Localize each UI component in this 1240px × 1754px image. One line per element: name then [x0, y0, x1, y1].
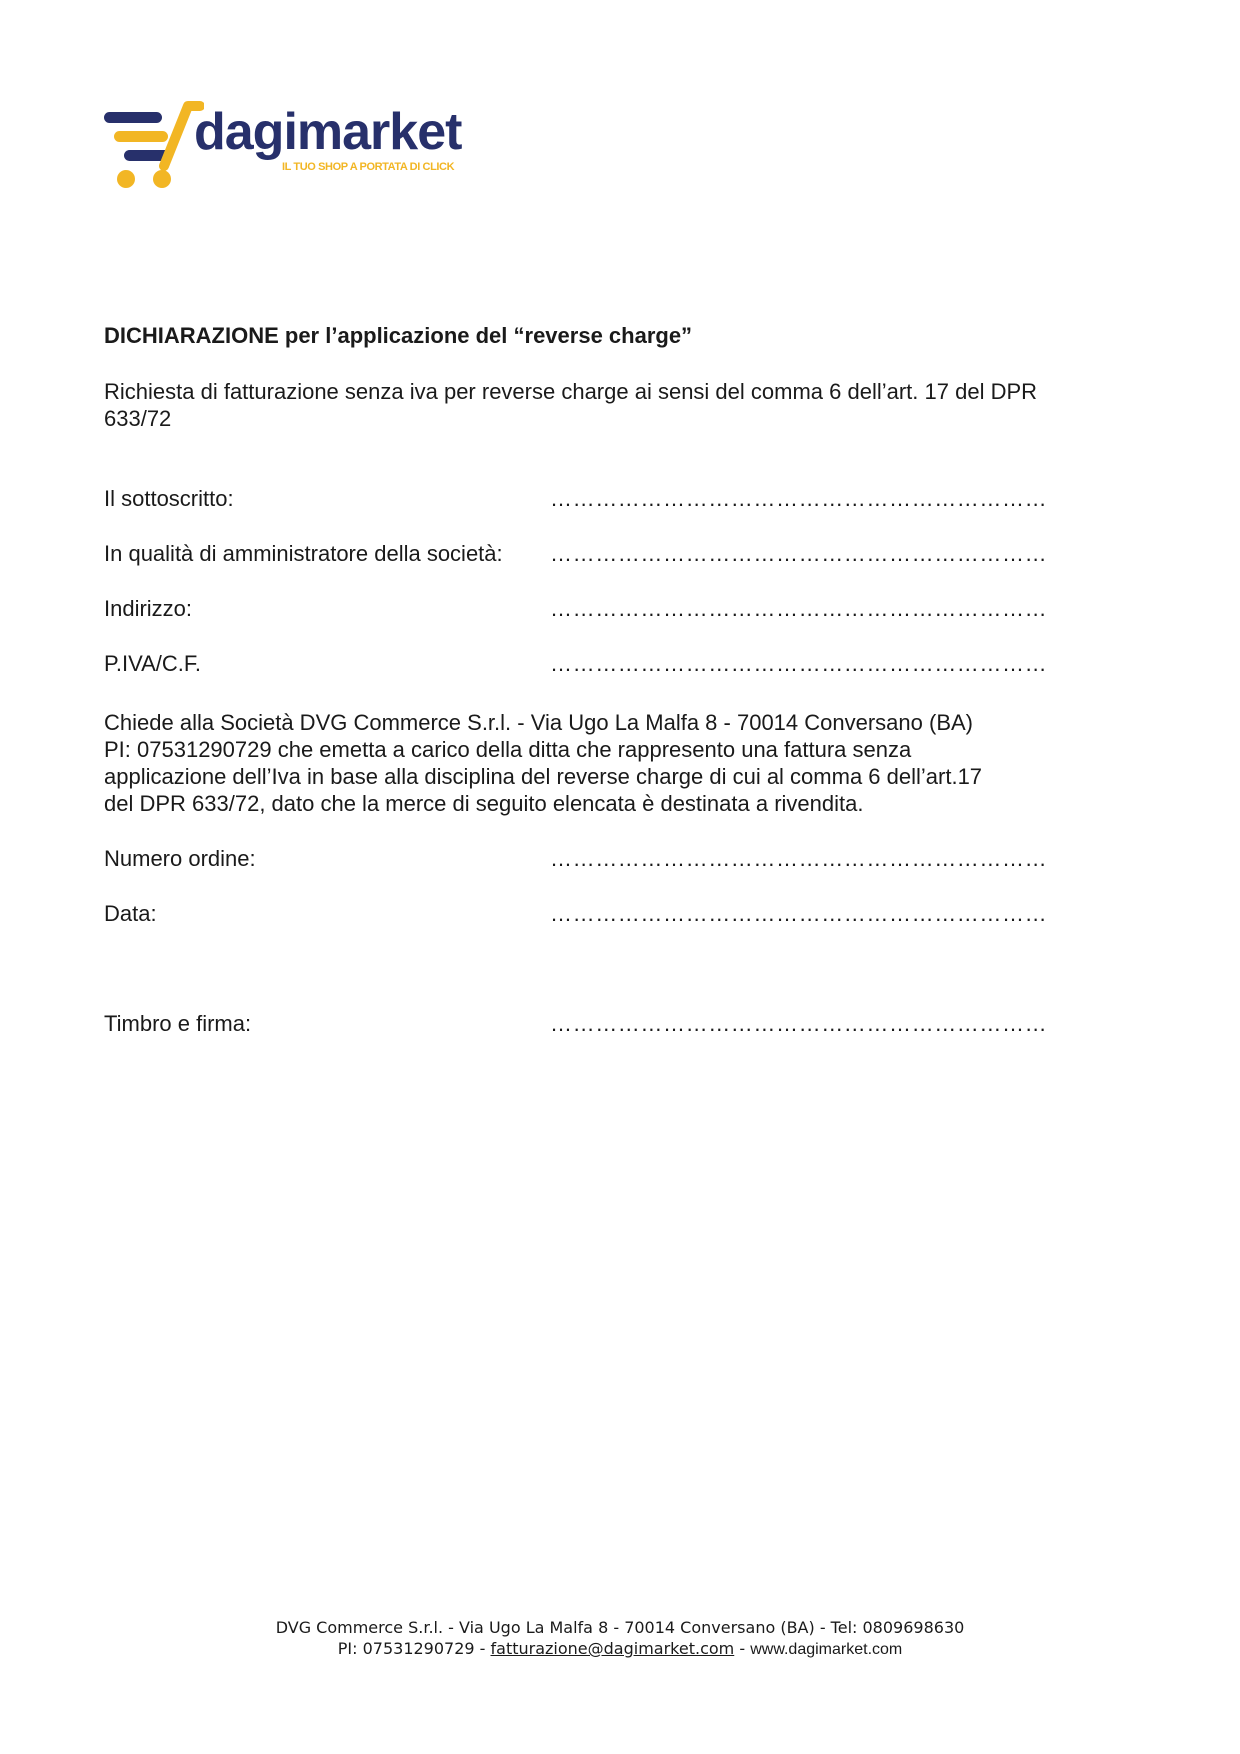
- fill-in-line[interactable]: …………………………………………………………: [550, 486, 1048, 511]
- logo-wordmark: dagimarket: [194, 103, 462, 161]
- field-label: In qualità di amministratore della società:: [104, 541, 503, 566]
- shopping-cart-icon: [104, 100, 204, 190]
- email-link[interactable]: fatturazione@dagimarket.com: [490, 1639, 735, 1658]
- signature-line[interactable]: …………………………………………………………: [550, 1011, 1048, 1036]
- website-text: www.dagimarket.com: [750, 1641, 903, 1658]
- footer-address: DVG Commerce S.r.l. - Via Ugo La Malfa 8 - 70014 Conversano (BA) - Tel: 0809698630: [275, 1618, 965, 1637]
- fill-in-line[interactable]: …………………………………………………………: [550, 846, 1048, 871]
- field-amministratore: [104, 539, 1104, 569]
- footer-contacts: [0, 1638, 1240, 1660]
- logo-tagline: IL TUO SHOP A PORTATA DI CLICK: [282, 161, 455, 173]
- paragraph-line: PI: 07531290729 che emetta a carico della ditta che rappresento una fattura senza: [104, 737, 912, 762]
- dagimarket-logo: [104, 100, 464, 190]
- field-label: Timbro e firma:: [104, 1011, 252, 1036]
- field-numero-ordine: [104, 844, 1104, 874]
- fill-in-line[interactable]: …………………………………………………………: [550, 541, 1048, 566]
- field-timbro-firma: [104, 1009, 1104, 1039]
- request-paragraph: [104, 709, 1124, 817]
- footer-separator: -: [734, 1639, 751, 1658]
- fill-in-line[interactable]: …………………………………………………………: [550, 596, 1048, 621]
- intro-paragraph: [104, 378, 1124, 432]
- field-data: [104, 899, 1104, 929]
- page-footer: [0, 1617, 1240, 1660]
- field-piva: [104, 649, 1104, 679]
- document-title: DICHIARAZIONE per l’applicazione del “reverse charge”: [104, 323, 693, 348]
- fill-in-line[interactable]: …………………………………………………………: [550, 901, 1048, 926]
- field-label: Data:: [104, 901, 157, 926]
- paragraph-line: del DPR 633/72, dato che la merce di seguito elencata è destinata a rivendita.: [104, 791, 864, 816]
- field-label: P.IVA/C.F.: [104, 651, 202, 676]
- field-label: Il sottoscritto:: [104, 486, 234, 511]
- field-sottoscritto: [104, 484, 1104, 514]
- field-label: Indirizzo:: [104, 596, 193, 621]
- intro-line: Richiesta di fatturazione senza iva per reverse charge ai sensi del comma 6 dell’art. 17 del DPR: [104, 379, 1038, 404]
- field-label: Numero ordine:: [104, 846, 256, 871]
- field-indirizzo: [104, 594, 1104, 624]
- paragraph-line: Chiede alla Società DVG Commerce S.r.l. - Via Ugo La Malfa 8 - 70014 Conversano (BA): [104, 710, 973, 735]
- intro-line: 633/72: [104, 406, 172, 431]
- footer-vat: PI: 07531290729 -: [337, 1639, 491, 1658]
- paragraph-line: applicazione dell’Iva in base alla disciplina del reverse charge di cui al comma 6 dell’art.17: [104, 764, 983, 789]
- fill-in-line[interactable]: …………………………………………………………: [550, 651, 1048, 676]
